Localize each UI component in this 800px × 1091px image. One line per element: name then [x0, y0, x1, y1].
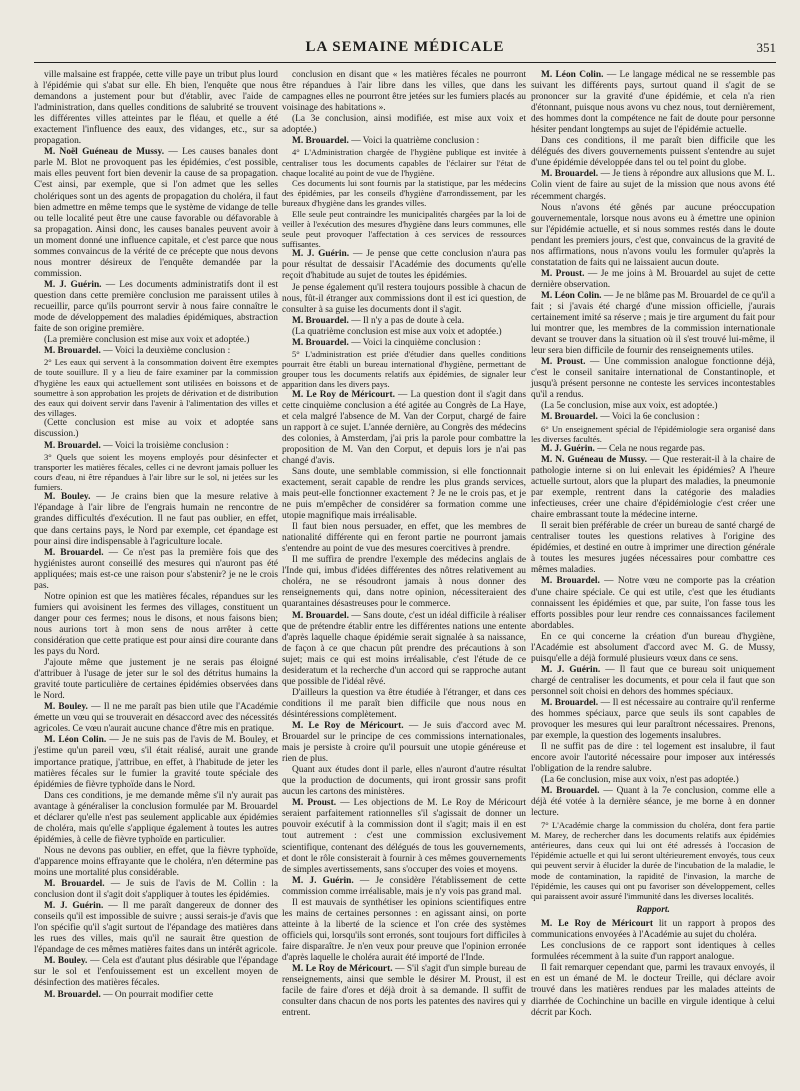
paragraph-text: — Je suis d'accord avec M. Brouardel sur le principe de ces commissions internationales, mais je persiste à croire qu'il poursuit une utopie généreuse et rien de plus.: [282, 721, 527, 765]
speaker-paragraph: [34, 990, 278, 1001]
speaker-name: M. Brouardel.: [292, 337, 349, 348]
speaker-name: M. Noël Guéneau de Mussy.: [44, 147, 165, 158]
speaker-name: M. Proust.: [292, 798, 337, 809]
paragraph-text: — Voici la 6e conclusion :: [600, 412, 700, 423]
conclusion-text: [34, 357, 278, 418]
paragraph-text: (Cette conclusion est mise au voix et adoptée sans discussion.): [34, 418, 278, 440]
paragraph-text: — Je tiens à répondre aux allusions que M. L. Colin vient de faire au sujet de la mission que nous avons été récemment chargés.: [531, 169, 776, 202]
speaker-paragraph: [34, 492, 278, 547]
paragraph-text: Il ne suffit pas de dire : tel logement est insalubre, il faut encore avoir l'autorité nécessaire pour imposer aux intéressés l'obligation de la rendre salubre.: [531, 742, 775, 775]
header-rule: [34, 62, 776, 63]
speaker-name: M. J. Guérin.: [292, 249, 350, 260]
text-column-left: [34, 70, 278, 1001]
paragraph: [531, 203, 775, 269]
text-column-middle: [282, 70, 526, 1019]
conclusion-text: [34, 452, 278, 493]
speaker-name: M. Brouardel.: [541, 786, 600, 797]
speaker-name: M. Brouardel.: [44, 879, 105, 890]
speaker-paragraph: [34, 735, 278, 790]
paragraph-text: — Le langage médical ne se ressemble pas suivant les différents pays, surtout quand il s'agit de se prononcer sur la gravité d'une épidémie, et cela n'a rien d'étonnant, puisque nous avons vu chez nous, tout dernièrement, des hommes dont la compétence ne fait de doute pour personne hésiter pendant longtemps au sujet de l'épidémie actuelle.: [531, 70, 776, 136]
paragraph: [34, 70, 278, 147]
speaker-paragraph: [34, 147, 278, 280]
speaker-paragraph: [34, 956, 278, 989]
speaker-paragraph: [282, 136, 526, 147]
speaker-paragraph: [282, 338, 526, 349]
paragraph-text: Rapport.: [636, 905, 670, 916]
paragraph-text: — Cela ne nous regarde pas.: [597, 443, 706, 454]
paragraph-text: — Je ne blâme pas M. Brouardel de ce qu'il a fait ; si j'avais été chargé d'une mission officielle, j'aurais certainement imité sa réserve ; mais je tire argument du fait pour lui montrer que, les membres de la commission internationale devant se trouver dans la situation où il s'est trouvé lui-même, il leur sera bien difficile de fournir des renseignements utiles.: [531, 290, 775, 357]
paragraph: [282, 283, 526, 316]
paragraph-text: — Il est nécessaire au contraire qu'il renferme des hommes spéciaux, parce que seuls ils sont capables de provoquer les mesures qui leur paraîtront nécessaires. Prenons, par exemple, la question des logements insalubres.: [531, 697, 776, 742]
paragraph: [282, 467, 526, 522]
paragraph-text: Ces documents lui sont fournis par la statistique, par les médecins des épidémies, par les conseils d'hygiène d'arrondissement, par les bureaux d'hygiène dans les grandes villes.: [282, 177, 526, 209]
speaker-name: M. Léon Colin.: [44, 735, 107, 746]
paragraph-text: (La 3e conclusion, ainsi modifiée, est mise aux voix et adoptée.): [282, 114, 526, 136]
paragraph-text: — La question dont il s'agit dans cette cinquième conclusion a été agitée au Congrès de La Haye, et cela malgré l'absence de M. Van der Corput, chargé de faire un rapport à ce sujet. L'année dernière, au Congrès des médecins des colonies, à Amsterdam, j'ai pris la parole pour combattre la proposition de M. Van den Corput, et depuis lors je n'ai pas changé d'avis.: [282, 389, 526, 466]
speaker-paragraph: [531, 786, 775, 819]
paragraph-text: (La 6e conclusion, mise aux voix, n'est pas adoptée.): [541, 775, 739, 786]
speaker-paragraph: [531, 698, 775, 742]
speaker-name: M. Le Roy de Méricourt: [541, 919, 653, 930]
paragraph-text: — Quant à la 7e conclusion, comme elle a déjà été votée à la dernière séance, je me borne à en donner lecture.: [531, 786, 776, 819]
speaker-name: M. Léon Colin.: [541, 290, 602, 301]
paragraph-text: — Il me paraît dangereux de donner des conseils qu'il est impossible de suivre ; aussi serais-je d'avis que l'on spécifie qu'il s'agit surtout de l'épandage des matières dans les rues des villes, mais qu'il ne saurait être question de l'épandage de ces mêmes matières faites dans un intérêt agricole.: [34, 901, 278, 956]
paragraph: [531, 136, 775, 169]
paragraph-text: lit un rapport à propos des communications envoyées à l'Académie au sujet du choléra.: [531, 919, 775, 941]
speaker-name: M. Le Roy de Méricourt.: [292, 389, 395, 400]
paragraph: [282, 898, 526, 964]
paragraph-text: Sans doute, une semblable commission, si elle fonctionnait exactement, serait capable de rendre les plus grands services, mais peut-elle fonctionner exactement ? Je ne le crois pas, et je ne puis m'empêcher de considérer sa formation comme une utopie magnifique mais irréalisable.: [282, 466, 526, 522]
speaker-name: M. Brouardel.: [292, 315, 349, 326]
paragraph-text: — Voici la cinquième conclusion :: [351, 337, 481, 348]
speaker-paragraph: [531, 919, 775, 941]
paragraph-text: Elle seule peut contraindre les municipalités chargées par la loi de veiller à l'exécution des mesures d'hygiène dans leurs communes, elle seule peut provoquer l'affectation à ces services de ressources suffisantes.: [282, 208, 526, 250]
speaker-name: M. Brouardel.: [541, 576, 600, 587]
paragraph-text: Quant aux études dont il parle, elles n'auront d'autre résultat que la production de documents, qui iront grossir sans profit aucun les cartons des ministères.: [282, 765, 526, 798]
speaker-paragraph: [34, 280, 278, 335]
speaker-name: M. J. Guérin.: [44, 901, 104, 912]
paragraph: [531, 963, 775, 1018]
speaker-name: M. J. Guérin.: [541, 443, 595, 454]
speaker-name: M. Léon Colin.: [541, 70, 604, 80]
speaker-name: M. J. Guérin.: [292, 875, 354, 886]
speaker-name: M. Brouardel.: [541, 412, 598, 423]
speaker-name: M. N. Guéneau de Mussy.: [541, 454, 647, 465]
speaker-paragraph: [531, 444, 775, 455]
speaker-paragraph: [531, 291, 775, 357]
paragraph-text: 6° Un enseignement spécial de l'épidémiologie sera organisé dans les diverses facultés.: [531, 423, 775, 444]
paragraph: [282, 327, 526, 338]
paragraph: [34, 791, 278, 846]
speaker-paragraph: [531, 269, 775, 291]
paragraph-text: Je pense également qu'il restera toujours possible à chacun de nous, fût-il étranger aux commissions dont il est ici question, de consulter à sa guise les documents dont il s'agit.: [282, 282, 526, 315]
conclusion-text: [531, 424, 775, 444]
paragraph-text: — Les causes banales dont parle M. Blot ne provoquent pas les épidémies, c'est possible, mais elles peuvent fort bien devenir la cause de sa propagation. C'est ainsi, par exemple, que si l'on admet que les selles cholériques sont un des agents de propagation du choléra, il faut bien admettre en même temps que le système de vidange de telle ou telle localité peut être une cause favorable ou défavorable à sa propagation. Ainsi donc, les causes banales peuvent avoir à un moment donné une influence capitale, et c'est parce que nous sommes convaincus de la vérité de ce précepte que nous devons nous montrer désireux de l'enquête demandée par la commission.: [34, 147, 278, 279]
paragraph-text: — Que resterait-il à la chaire de pathologie interne si on lui enlevait les épidémies? A l'heure actuelle surtout, alors que la plupart des maladies, la pneumonie par exemple, rentrent dans la catégorie des maladies infectieuses, créer une chaire d'épidémiologie c'est créer une chaire embrassant toute la médecine interne.: [531, 454, 776, 521]
paragraph-text: Les conclusions de ce rapport sont identiques à celles formulées récemment à la suite d'un rapport analogue.: [531, 941, 775, 963]
speaker-paragraph: [34, 548, 278, 592]
speaker-paragraph: [34, 879, 278, 901]
paragraph-text: Il fait remarquer cependant que, parmi les travaux envoyés, il en est un émané de M. le docteur Treille, qui déclare avoir trouvé dans les matières rendues par les malades atteints de diarrhée de Cochinchine un bacille en virgule identique à celui décrit par Koch.: [531, 963, 775, 1018]
paragraph: [282, 765, 526, 798]
paragraph-text: — Sans doute, c'est un idéal difficile à réaliser que de prétendre établir entre les différentes nations une entente d'après laquelle chaque épidémie serait signalée à sa naissance, de façon à ce que chacun pût prendre des précautions à son sujet; mais ce qui est moins irréalisable, c'est l'étude de ce desideratum et la recherche d'un accord qui se rapproche autant que possible de l'idéal rêvé.: [282, 610, 526, 687]
section-heading: [531, 905, 775, 916]
paragraph-text: Dans ces conditions, je me demande même s'il n'y aurait pas avantage à généraliser la conclusion formulée par M. Brouardel et déclarer qu'elle n'est pas seulement applicable aux épidémies de choléra, mais qu'elle s'applique également à toutes les autres épidémies, à celle de fièvre typhoïde en particulier.: [34, 790, 278, 845]
paragraph: [531, 632, 775, 665]
speaker-name: M. Brouardel.: [44, 440, 101, 451]
paragraph: [531, 521, 775, 576]
paragraph-text: — Une commission analogue fonctionne déjà, c'est le conseil sanitaire international de Constantinople, et jusqu'à présent personne ne conteste les services incontestables qu'il a rendus.: [531, 357, 775, 401]
speaker-name: M. Brouardel.: [44, 346, 101, 357]
speaker-name: M. Bouley.: [44, 702, 88, 713]
speaker-paragraph: [531, 455, 775, 521]
paragraph-text: — On pourrait modifier cette: [103, 989, 214, 1000]
page-number: 351: [756, 40, 776, 55]
speaker-paragraph: [282, 964, 526, 1019]
speaker-paragraph: [531, 576, 775, 631]
paragraph-text: — S'il s'agit d'un simple bureau de renseignements, ainsi que semble le désirer M. Proust, il est facile de faire d'ores et déjà droit à sa demande. Il suffit de consulter dans chacun de nos ports les patentes des navires qui y entrent.: [282, 964, 526, 1019]
paragraph-text: 4° L'Administration chargée de l'hygiène publique est invitée à centraliser tous les documents capables de l'éclairer sur l'état de chaque localité au point de vue de l'hygiène.: [282, 147, 526, 178]
speaker-name: M. Le Roy de Méricourt.: [292, 964, 393, 975]
speaker-name: M. Brouardel.: [541, 169, 599, 180]
speaker-paragraph: [282, 390, 526, 467]
paragraph-text: — Je crains bien que la mesure relative à l'épandage à l'air libre de l'engrais humain ne rencontre de grandes difficultés d'exécution. Il ne faut pas oublier, en effet, que dans certains pays, le Nord par exemple, cet épandage est pour ainsi dire indispensable à l'agriculture locale.: [34, 492, 279, 547]
speaker-name: M. Brouardel.: [541, 697, 599, 708]
paragraph-text: Il faut bien nous persuader, en effet, que les membres de nationalité différente qui en feront partie ne pourront jamais s'entendre au point de vue des mesures coercitives à prendre.: [282, 522, 526, 555]
paragraph-text: Il est mauvais de synthétiser les opinions scientifiques entre les mains de certaines personnes : en agissant ainsi, on porte atteinte à la liberté de la science et l'on crée des systèmes officiels qui, lorsqu'ils sont erronés, sont toujours fort difficiles à faire disparaître. Je n'en veux pour preuve que l'opinion erronée d'après laquelle le choléra aurait été importé de l'Inde.: [282, 897, 526, 963]
conclusion-text: [282, 209, 526, 250]
speaker-paragraph: [531, 412, 775, 423]
paragraph-text: — Notre vœu ne comporte pas la création d'une chaire spéciale. Ce qui est utile, c'est que les étudiants connaissent les épidémies et que, par suite, l'on fasse tous les efforts possibles pour leur rendre ces connaissances facilement abordables.: [531, 576, 776, 631]
paragraph: [34, 418, 278, 440]
paragraph-text: Il me suffira de prendre l'exemple des médecins anglais de l'Inde qui, imbus d'idées différentes des nôtres relativement au choléra, ne se résoudront jamais à nous donner des renseignements qui, dans notre opinion, nécessiteraient des quarantaines désastreuses pour le commerce.: [282, 555, 526, 610]
paragraph: [531, 941, 775, 963]
speaker-name: M. Brouardel.: [292, 610, 349, 621]
paragraph-text: — Je suis de l'avis de M. Collin : la conclusion dont il s'agit doit s'appliquer à toutes les épidémies.: [34, 879, 279, 901]
paragraph-text: — Je considère l'établissement de cette commission comme irréalisable, mais je n'y vois pas grand mal.: [282, 875, 527, 897]
paragraph-text: — Ce n'est pas la première fois que des hygiénistes auront conseillé des mesures qui n'auront pas été appliquées; mais est-ce une raison pour s'abstenir? je ne le crois pas.: [34, 547, 279, 591]
speaker-name: M. Bouley.: [44, 492, 91, 503]
paragraph-text: — Voici la deuxième conclusion :: [103, 346, 231, 357]
speaker-paragraph: [34, 901, 278, 956]
paragraph-text: — Voici la troisième conclusion :: [103, 440, 229, 451]
conclusion-text: [282, 349, 526, 390]
speaker-name: M. J. Guérin.: [541, 664, 601, 675]
paragraph: [34, 658, 278, 702]
paragraph-text: — Il ne me paraît pas bien utile que l'Académie émette un vœu qui se trouverait en désaccord avec des nécessités agricoles. Ce vœu n'aurait aucune chance d'être mis en pratique.: [34, 702, 278, 735]
speaker-name: M. Le Roy de Méricourt.: [292, 721, 404, 731]
speaker-name: M. Brouardel.: [44, 547, 104, 558]
speaker-name: M. Bouley.: [44, 956, 88, 967]
conclusion-text: [282, 147, 526, 178]
paragraph-text: — Il faut que ce bureau soit uniquement chargé de centraliser les documents, et pour cela il faut que son personnel soit choisi en dehors des hommes spéciaux.: [531, 664, 775, 697]
speaker-name: M. Proust.: [541, 268, 585, 279]
speaker-name: M. Brouardel.: [292, 136, 349, 147]
speaker-paragraph: [531, 357, 775, 401]
paragraph-text: Nous n'avons été gênés par aucune préoccupation gouvernementale, lorsque nous avons eu à émettre une opinion sur l'épidémie actuelle, et si nous sommes restés dans le doute pendant les premiers jours, c'est que, convaincus de la gravité de nos affirmations, nous n'avons voulu les formuler qu'après la constatation de faits qui ne laissaient aucun doute.: [531, 202, 775, 268]
paragraph-text: J'ajoute même que justement je ne serais pas éloigné d'attribuer à l'usage de jeter sur le sol des détritus humains la gravité toute particulière de certaines épidémies observées dans le Nord.: [34, 658, 278, 702]
paragraph-text: 2° Les eaux qui servent à la consommation doivent être exemptes de toute souillure. Il y a lieu de faire examiner par la commission d'hygiène les eaux qui actuellement sont utilisées en boissons et de soumettre à son approbation les projets de dérivation et de distribution des eaux qui doivent servir dans l'avenir à l'alimentation des villes et des villages.: [34, 357, 278, 419]
speaker-name: M. J. Guérin.: [44, 279, 102, 290]
conclusion-text: [531, 820, 775, 902]
paragraph: [282, 70, 526, 114]
paragraph-text: — Je pense que cette conclusion n'aura pas pour résultat de dessaisir l'Académie des documents qu'elle reçoit d'habitude au sujet de toutes les épidémies.: [282, 249, 527, 282]
paragraph-text: — Il n'y a pas de doute à cela.: [351, 315, 465, 326]
paragraph-text: ville malsaine est frappée, cette ville paye un tribut plus lourd à l'épidémie qui s'abat sur elle. Eh bien, l'enquête que nous demandons a justement pour but d'établir, avec l'aide de l'administration, dans quelles conditions de salubrité se trouvent les différentes villes atteintes par le fléau, et quelle a été exactement l'influence des eaux, des vidanges, etc., sur sa propagation.: [34, 70, 278, 147]
paragraph-text: 5° L'administration est priée d'étudier dans quelles conditions pourrait être établi un bureau international d'hygiène, permettant de grouper tous les documents relatifs aux épidémies, de signaler leur apparition dans les divers pays.: [282, 348, 526, 390]
running-header: [34, 40, 776, 58]
paragraph: [34, 592, 278, 658]
paragraph-text: — Les objections de M. Le Roy de Méricourt seraient parfaitement rationnelles s'il s'agissait de donner un pouvoir exécutif à la commission dont il s'agit; mais il en est tout autrement : c'est une commission exclusivement scientifique, contenant des délégués de tous les gouvernements, et dont le rôle consisterait à fournir à ces mêmes gouvernements de simples avertissements, sans s'occuper des voies et moyens.: [282, 798, 526, 875]
speaker-paragraph: [34, 441, 278, 452]
speaker-paragraph: [531, 70, 775, 136]
paragraph-text: — Je me joins à M. Brouardel au sujet de cette dernière observation.: [531, 268, 776, 290]
paragraph-text: — Voici la quatrième conclusion :: [351, 136, 480, 147]
paragraph: [34, 335, 278, 346]
speaker-paragraph: [282, 798, 526, 875]
paragraph-text: Dans ces conditions, il me paraît bien difficile que les délégués des divers gouvernements puissent s'entendre au sujet d'une épidémie développée dans tel ou tel point du globe.: [531, 136, 775, 169]
paragraph-text: — Je ne suis pas de l'avis de M. Bouley, et j'estime qu'un pareil vœu, s'il était réalisé, aurait une grande importance pratique, j'attribue, en effet, à l'habitude de jeter les matières fécales sur le fumier la gravité toute spéciale des épidémies de fièvre typhoïde dans le Nord.: [34, 735, 279, 790]
paragraph: [531, 401, 775, 412]
paragraph: [282, 555, 526, 610]
speaker-paragraph: [282, 249, 526, 282]
speaker-paragraph: [282, 611, 526, 688]
paragraph: [282, 688, 526, 721]
paragraph-text: D'ailleurs la question va être étudiée à l'étranger, et dans ces conditions il me paraît bien difficile que nous nous en désintéressions complètement.: [282, 687, 526, 720]
speaker-paragraph: [34, 346, 278, 357]
paragraph-text: Il serait bien préférable de créer un bureau de santé chargé de centraliser toutes les questions relatives à l'origine des épidémies, et destiné en outre à imprimer une direction générale à toutes les mesures jugées nécessaires pour combattre ces mêmes maladies.: [531, 521, 775, 576]
paragraph: [34, 846, 278, 879]
text-column-right: [531, 70, 775, 1019]
speaker-paragraph: [282, 316, 526, 327]
speaker-name: M. Proust.: [541, 357, 586, 368]
paragraph: [531, 775, 775, 786]
speaker-paragraph: [531, 665, 775, 698]
paragraph-text: 3° Quels que soient les moyens employés pour désinfecter et transporter les matières fécales, celles ci ne devront jamais polluer les cours d'eau, ni être répandues à l'air libre sur le sol, ni jetées sur les fumiers.: [34, 451, 278, 493]
paragraph: [282, 114, 526, 136]
speaker-paragraph: [531, 169, 775, 202]
speaker-name: M. Brouardel.: [44, 989, 101, 1000]
paragraph-text: En ce qui concerne la création d'un bureau d'hygiène, l'Académie est absolument d'accord avec M. G. de Mussy, puisqu'elle a déjà formulé plusieurs vœux dans ce sens.: [531, 631, 775, 664]
journal-title: LA SEMAINE MÉDICALE: [305, 39, 505, 55]
paragraph-text: (La première conclusion est mise aux voix et adoptée.): [44, 335, 250, 346]
paragraph-text: — Cela est d'autant plus désirable que l'épandage sur le sol et l'enfouissement est un excellent moyen de désinfection des matières fécales.: [34, 956, 278, 989]
paragraph-text: (La quatrième conclusion est mise aux voix et adoptée.): [292, 326, 502, 337]
speaker-paragraph: [282, 876, 526, 898]
paragraph: [531, 742, 775, 775]
speaker-paragraph: [282, 721, 526, 765]
paragraph-text: 7° L'Académie charge la commission du choléra, dont fera partie M. Marey, de rechercher dans les documents relatifs aux épidémies antérieures, dans ceux qui lui ont été adressés à l'occasion de l'épidémie actuelle et qui lui seront ultérieurement envoyés, tous ceux qui peuvent servir à élucider la durée de l'incubation de la maladie, le mode de contamination, la rapidité de l'invasion, la marche de l'épidémie, les causes qui ont pu favoriser son développement, celles qui paraissent avoir assuré l'immunité dans les diverses localités.: [531, 819, 775, 901]
paragraph-text: Notre opinion est que les matières fécales, répandues sur les fumiers qui avoisinent les fermes des villages, constituent un danger pour ces fermes; nous le disons, et nous faisons bien; nous aurions tort à mon sens de nous arrêter à cette considération que cette pratique est pour ainsi dire courante dans les pays du Nord.: [34, 591, 278, 658]
paragraph: [282, 522, 526, 555]
paragraph-text: conclusion en disant que « les matières fécales ne pourront être répandues à l'air libre dans les villes, que dans les campagnes elles ne pourront être jetées sur les fumiers placés au voisinage des habitations ».: [282, 70, 526, 114]
paragraph-text: — Les documents administratifs dont il est question dans cette première conclusion me paraissent utiles à recueillir, parce qu'ils pourront servir à nous faire connaître le mode de développement des maladies épidémiques, abstraction faite de son origine première.: [34, 279, 278, 335]
paragraph-text: (La 5e conclusion, mise aux voix, est adoptée.): [541, 401, 718, 412]
speaker-paragraph: [34, 702, 278, 735]
conclusion-text: [282, 178, 526, 209]
paragraph-text: Nous ne devons pas oublier, en effet, que la fièvre typhoïde, d'apparence moins effrayante que le choléra, n'en détermine pas moins une mortalité plus considérable.: [34, 845, 278, 878]
